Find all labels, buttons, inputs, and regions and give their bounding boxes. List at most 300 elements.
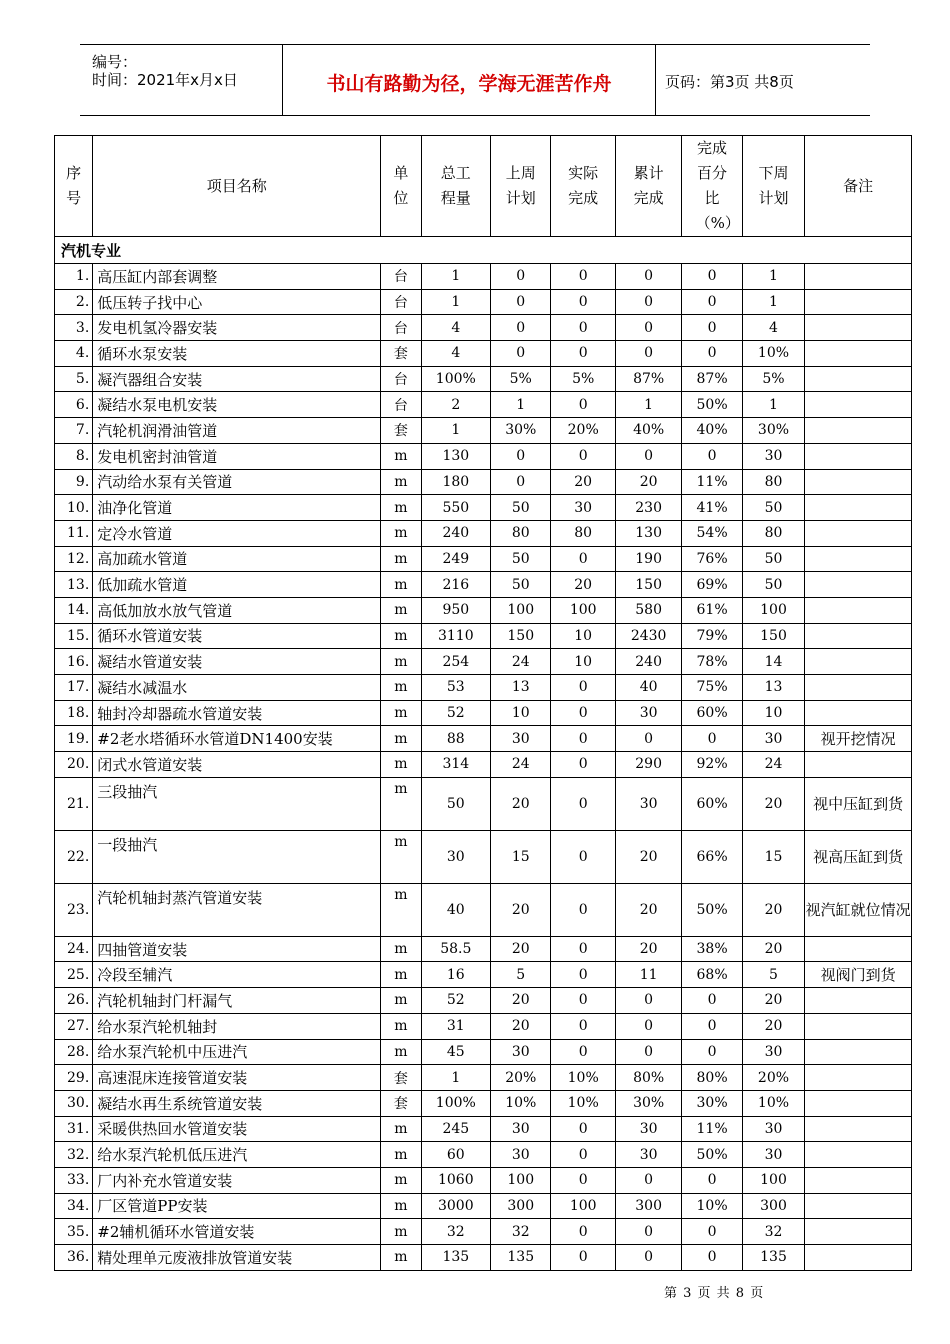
row-last-plan: 0 bbox=[491, 443, 551, 469]
header-time-label: 时间：2021年x月x日 bbox=[92, 71, 238, 89]
row-total: 16 bbox=[421, 962, 490, 988]
row-no: 34. bbox=[55, 1193, 93, 1219]
row-total: 50 bbox=[421, 777, 490, 830]
row-unit: m bbox=[381, 649, 421, 675]
row-no: 4. bbox=[55, 341, 93, 367]
row-last-plan: 20 bbox=[491, 988, 551, 1014]
row-no: 26. bbox=[55, 988, 93, 1014]
row-percent: 87% bbox=[682, 366, 742, 392]
row-note: 视中压缸到货 bbox=[805, 777, 912, 830]
row-name: 给水泵汽轮机中压进汽 bbox=[93, 1039, 381, 1065]
row-unit: m bbox=[381, 495, 421, 521]
row-name: 汽轮机轴封门杆漏气 bbox=[93, 988, 381, 1014]
row-last-plan: 30 bbox=[491, 1039, 551, 1065]
row-cumulative: 30 bbox=[615, 1116, 681, 1142]
row-next-plan: 300 bbox=[742, 1193, 804, 1219]
row-percent: 50% bbox=[682, 1142, 742, 1168]
row-next-plan: 30 bbox=[742, 1142, 804, 1168]
row-unit: m bbox=[381, 1193, 421, 1219]
row-no: 3. bbox=[55, 315, 93, 341]
row-note bbox=[805, 443, 912, 469]
row-actual: 0 bbox=[551, 726, 615, 752]
table-row bbox=[55, 315, 912, 341]
row-no: 14. bbox=[55, 597, 93, 623]
row-note bbox=[805, 1193, 912, 1219]
row-actual: 0 bbox=[551, 962, 615, 988]
row-no: 30. bbox=[55, 1090, 93, 1116]
table-row bbox=[55, 962, 912, 988]
row-percent: 0 bbox=[682, 1013, 742, 1039]
row-percent: 0 bbox=[682, 1219, 742, 1245]
row-name: 低加疏水管道 bbox=[93, 572, 381, 598]
row-last-plan: 50 bbox=[491, 572, 551, 598]
row-unit: m bbox=[381, 700, 421, 726]
row-unit: m bbox=[381, 1039, 421, 1065]
row-cumulative: 30 bbox=[615, 1142, 681, 1168]
row-actual: 0 bbox=[551, 936, 615, 962]
row-next-plan: 20 bbox=[742, 1013, 804, 1039]
row-cumulative: 0 bbox=[615, 988, 681, 1014]
row-actual: 80 bbox=[551, 520, 615, 546]
table-row bbox=[55, 520, 912, 546]
row-note bbox=[805, 675, 912, 701]
row-total: 180 bbox=[421, 469, 490, 495]
section-title: 汽机专业 bbox=[55, 237, 912, 264]
table-row bbox=[55, 988, 912, 1014]
row-last-plan: 80 bbox=[491, 520, 551, 546]
row-percent: 0 bbox=[682, 1167, 742, 1193]
row-no: 33. bbox=[55, 1167, 93, 1193]
row-last-plan: 0 bbox=[491, 264, 551, 290]
row-last-plan: 5 bbox=[491, 962, 551, 988]
row-no: 12. bbox=[55, 546, 93, 572]
row-cumulative: 11 bbox=[615, 962, 681, 988]
row-cumulative: 0 bbox=[615, 315, 681, 341]
row-total: 1 bbox=[421, 264, 490, 290]
row-total: 1 bbox=[421, 418, 490, 444]
row-last-plan: 32 bbox=[491, 1219, 551, 1245]
row-next-plan: 80 bbox=[742, 469, 804, 495]
row-actual: 0 bbox=[551, 546, 615, 572]
row-percent: 0 bbox=[682, 1039, 742, 1065]
row-note bbox=[805, 469, 912, 495]
row-total: 1 bbox=[421, 1065, 490, 1091]
row-next-plan: 150 bbox=[742, 623, 804, 649]
row-percent: 0 bbox=[682, 726, 742, 752]
row-note: 视开挖情况 bbox=[805, 726, 912, 752]
row-unit: m bbox=[381, 443, 421, 469]
row-total: 32 bbox=[421, 1219, 490, 1245]
row-name: 一段抽汽 bbox=[93, 830, 381, 883]
row-next-plan: 1 bbox=[742, 392, 804, 418]
row-name: 采暖供热回水管道安装 bbox=[93, 1116, 381, 1142]
table-row bbox=[55, 1219, 912, 1245]
row-unit: m bbox=[381, 883, 421, 936]
row-last-plan: 0 bbox=[491, 315, 551, 341]
row-name: 给水泵汽轮机轴封 bbox=[93, 1013, 381, 1039]
row-name: 发电机密封油管道 bbox=[93, 443, 381, 469]
row-no: 25. bbox=[55, 962, 93, 988]
row-note bbox=[805, 520, 912, 546]
row-unit: m bbox=[381, 936, 421, 962]
table-row bbox=[55, 726, 912, 752]
row-percent: 79% bbox=[682, 623, 742, 649]
row-unit: m bbox=[381, 1245, 421, 1271]
row-percent: 78% bbox=[682, 649, 742, 675]
table-row bbox=[55, 572, 912, 598]
row-next-plan: 50 bbox=[742, 546, 804, 572]
row-cumulative: 2430 bbox=[615, 623, 681, 649]
row-name: 冷段至辅汽 bbox=[93, 962, 381, 988]
row-total: 88 bbox=[421, 726, 490, 752]
table-row bbox=[55, 1167, 912, 1193]
table-row bbox=[55, 1142, 912, 1168]
col-header-no: 序号 bbox=[55, 136, 93, 237]
row-next-plan: 20 bbox=[742, 777, 804, 830]
row-note bbox=[805, 1167, 912, 1193]
row-cumulative: 0 bbox=[615, 289, 681, 315]
row-percent: 50% bbox=[682, 392, 742, 418]
row-next-plan: 50 bbox=[742, 572, 804, 598]
row-unit: 套 bbox=[381, 1065, 421, 1091]
row-percent: 0 bbox=[682, 988, 742, 1014]
table-row bbox=[55, 392, 912, 418]
row-unit: m bbox=[381, 572, 421, 598]
progress-table bbox=[54, 135, 912, 1271]
row-percent: 11% bbox=[682, 1116, 742, 1142]
table-row bbox=[55, 1013, 912, 1039]
row-no: 8. bbox=[55, 443, 93, 469]
row-no: 7. bbox=[55, 418, 93, 444]
row-cumulative: 130 bbox=[615, 520, 681, 546]
row-percent: 10% bbox=[682, 1193, 742, 1219]
row-last-plan: 135 bbox=[491, 1245, 551, 1271]
row-last-plan: 30 bbox=[491, 726, 551, 752]
row-no: 23. bbox=[55, 883, 93, 936]
row-no: 21. bbox=[55, 777, 93, 830]
row-percent: 0 bbox=[682, 1245, 742, 1271]
row-percent: 0 bbox=[682, 443, 742, 469]
row-actual: 0 bbox=[551, 830, 615, 883]
row-unit: m bbox=[381, 962, 421, 988]
row-total: 60 bbox=[421, 1142, 490, 1168]
row-note: 视阀门到货 bbox=[805, 962, 912, 988]
row-name: 凝汽器组合安装 bbox=[93, 366, 381, 392]
row-name: 低压转子找中心 bbox=[93, 289, 381, 315]
row-percent: 0 bbox=[682, 341, 742, 367]
table-row bbox=[55, 936, 912, 962]
row-percent: 40% bbox=[682, 418, 742, 444]
col-header-cumulative: 累计完成 bbox=[615, 136, 681, 237]
table-row bbox=[55, 830, 912, 883]
row-unit: 套 bbox=[381, 341, 421, 367]
row-unit: m bbox=[381, 1013, 421, 1039]
row-no: 22. bbox=[55, 830, 93, 883]
row-note bbox=[805, 700, 912, 726]
row-percent: 0 bbox=[682, 289, 742, 315]
table-row bbox=[55, 264, 912, 290]
row-last-plan: 50 bbox=[491, 495, 551, 521]
row-total: 2 bbox=[421, 392, 490, 418]
row-unit: m bbox=[381, 1219, 421, 1245]
row-name: 循环水泵安装 bbox=[93, 341, 381, 367]
row-percent: 80% bbox=[682, 1065, 742, 1091]
row-last-plan: 0 bbox=[491, 289, 551, 315]
row-actual: 0 bbox=[551, 777, 615, 830]
row-cumulative: 30% bbox=[615, 1090, 681, 1116]
row-total: 58.5 bbox=[421, 936, 490, 962]
row-next-plan: 10 bbox=[742, 700, 804, 726]
section-row bbox=[55, 237, 912, 264]
col-header-next-plan: 下周计划 bbox=[742, 136, 804, 237]
row-percent: 92% bbox=[682, 752, 742, 778]
row-cumulative: 240 bbox=[615, 649, 681, 675]
row-total: 40 bbox=[421, 883, 490, 936]
table-row bbox=[55, 1116, 912, 1142]
row-cumulative: 30 bbox=[615, 700, 681, 726]
row-next-plan: 20 bbox=[742, 883, 804, 936]
row-cumulative: 20 bbox=[615, 883, 681, 936]
row-no: 18. bbox=[55, 700, 93, 726]
row-actual: 0 bbox=[551, 1142, 615, 1168]
row-total: 52 bbox=[421, 988, 490, 1014]
row-note bbox=[805, 315, 912, 341]
row-note bbox=[805, 341, 912, 367]
row-total: 52 bbox=[421, 700, 490, 726]
row-actual: 0 bbox=[551, 289, 615, 315]
row-total: 249 bbox=[421, 546, 490, 572]
row-last-plan: 20 bbox=[491, 883, 551, 936]
row-note: 视高压缸到货 bbox=[805, 830, 912, 883]
row-actual: 0 bbox=[551, 675, 615, 701]
row-cumulative: 150 bbox=[615, 572, 681, 598]
row-actual: 10% bbox=[551, 1065, 615, 1091]
table-row bbox=[55, 1193, 912, 1219]
col-header-unit: 单位 bbox=[381, 136, 421, 237]
row-next-plan: 10% bbox=[742, 341, 804, 367]
row-name: 凝结水管道安装 bbox=[93, 649, 381, 675]
row-percent: 60% bbox=[682, 777, 742, 830]
row-actual: 0 bbox=[551, 883, 615, 936]
row-note bbox=[805, 418, 912, 444]
row-name: 轴封冷却器疏水管道安装 bbox=[93, 700, 381, 726]
row-percent: 75% bbox=[682, 675, 742, 701]
row-last-plan: 0 bbox=[491, 341, 551, 367]
col-header-last-plan: 上周计划 bbox=[491, 136, 551, 237]
table-row bbox=[55, 1065, 912, 1091]
table-row bbox=[55, 675, 912, 701]
row-name: 给水泵汽轮机低压进汽 bbox=[93, 1142, 381, 1168]
row-name: 四抽管道安装 bbox=[93, 936, 381, 962]
row-no: 31. bbox=[55, 1116, 93, 1142]
row-cumulative: 80% bbox=[615, 1065, 681, 1091]
row-percent: 76% bbox=[682, 546, 742, 572]
row-note bbox=[805, 988, 912, 1014]
row-note bbox=[805, 623, 912, 649]
row-last-plan: 20 bbox=[491, 1013, 551, 1039]
table-row bbox=[55, 495, 912, 521]
row-next-plan: 1 bbox=[742, 289, 804, 315]
row-note bbox=[805, 289, 912, 315]
row-actual: 0 bbox=[551, 700, 615, 726]
row-next-plan: 20 bbox=[742, 988, 804, 1014]
row-actual: 0 bbox=[551, 1116, 615, 1142]
row-note bbox=[805, 1219, 912, 1245]
row-unit: m bbox=[381, 520, 421, 546]
row-next-plan: 30 bbox=[742, 1039, 804, 1065]
row-no: 32. bbox=[55, 1142, 93, 1168]
row-total: 31 bbox=[421, 1013, 490, 1039]
row-next-plan: 50 bbox=[742, 495, 804, 521]
row-last-plan: 13 bbox=[491, 675, 551, 701]
row-last-plan: 1 bbox=[491, 392, 551, 418]
row-note bbox=[805, 366, 912, 392]
row-unit: m bbox=[381, 988, 421, 1014]
row-actual: 0 bbox=[551, 988, 615, 1014]
row-next-plan: 1 bbox=[742, 264, 804, 290]
row-next-plan: 14 bbox=[742, 649, 804, 675]
row-note bbox=[805, 936, 912, 962]
row-name: 凝结水泵电机安装 bbox=[93, 392, 381, 418]
row-unit: m bbox=[381, 546, 421, 572]
row-next-plan: 30 bbox=[742, 443, 804, 469]
row-actual: 100 bbox=[551, 597, 615, 623]
table-row bbox=[55, 1090, 912, 1116]
row-unit: m bbox=[381, 726, 421, 752]
document-header bbox=[80, 44, 870, 116]
row-percent: 69% bbox=[682, 572, 742, 598]
row-note bbox=[805, 752, 912, 778]
row-cumulative: 20 bbox=[615, 936, 681, 962]
row-no: 35. bbox=[55, 1219, 93, 1245]
row-note bbox=[805, 649, 912, 675]
row-name: 发电机氢冷器安装 bbox=[93, 315, 381, 341]
table-row bbox=[55, 700, 912, 726]
row-next-plan: 4 bbox=[742, 315, 804, 341]
row-percent: 50% bbox=[682, 883, 742, 936]
row-actual: 0 bbox=[551, 315, 615, 341]
row-last-plan: 0 bbox=[491, 469, 551, 495]
row-no: 24. bbox=[55, 936, 93, 962]
col-header-actual: 实际完成 bbox=[551, 136, 615, 237]
table-row bbox=[55, 366, 912, 392]
table-row bbox=[55, 623, 912, 649]
row-actual: 30 bbox=[551, 495, 615, 521]
row-no: 1. bbox=[55, 264, 93, 290]
row-last-plan: 100 bbox=[491, 1167, 551, 1193]
row-cumulative: 0 bbox=[615, 1245, 681, 1271]
row-actual: 0 bbox=[551, 752, 615, 778]
header-page-cell bbox=[655, 45, 870, 115]
row-cumulative: 87% bbox=[615, 366, 681, 392]
row-percent: 0 bbox=[682, 264, 742, 290]
row-actual: 0 bbox=[551, 1013, 615, 1039]
row-name: 汽轮机润滑油管道 bbox=[93, 418, 381, 444]
row-next-plan: 135 bbox=[742, 1245, 804, 1271]
row-total: 4 bbox=[421, 315, 490, 341]
row-note: 视汽缸就位情况 bbox=[805, 883, 912, 936]
row-cumulative: 0 bbox=[615, 726, 681, 752]
row-unit: 台 bbox=[381, 315, 421, 341]
row-cumulative: 20 bbox=[615, 469, 681, 495]
col-header-percent: 完成百分比（%） bbox=[682, 136, 742, 237]
row-next-plan: 30 bbox=[742, 1116, 804, 1142]
row-no: 19. bbox=[55, 726, 93, 752]
table-header-row bbox=[55, 136, 912, 237]
row-next-plan: 30% bbox=[742, 418, 804, 444]
row-note bbox=[805, 1039, 912, 1065]
row-total: 216 bbox=[421, 572, 490, 598]
row-last-plan: 20 bbox=[491, 777, 551, 830]
row-total: 3110 bbox=[421, 623, 490, 649]
row-total: 45 bbox=[421, 1039, 490, 1065]
row-unit: m bbox=[381, 777, 421, 830]
row-name: #2老水塔循环水管道DN1400安装 bbox=[93, 726, 381, 752]
row-no: 9. bbox=[55, 469, 93, 495]
row-next-plan: 24 bbox=[742, 752, 804, 778]
row-total: 1060 bbox=[421, 1167, 490, 1193]
row-percent: 11% bbox=[682, 469, 742, 495]
row-no: 29. bbox=[55, 1065, 93, 1091]
row-no: 6. bbox=[55, 392, 93, 418]
row-last-plan: 30 bbox=[491, 1142, 551, 1168]
row-note bbox=[805, 1065, 912, 1091]
row-next-plan: 15 bbox=[742, 830, 804, 883]
row-unit: 台 bbox=[381, 264, 421, 290]
row-unit: 台 bbox=[381, 392, 421, 418]
row-name: 闭式水管道安装 bbox=[93, 752, 381, 778]
header-page-info: 页码：第3页 共8页 bbox=[665, 73, 794, 91]
row-actual: 20 bbox=[551, 572, 615, 598]
row-no: 15. bbox=[55, 623, 93, 649]
row-total: 135 bbox=[421, 1245, 490, 1271]
row-unit: 套 bbox=[381, 1090, 421, 1116]
header-number-label: 编号： bbox=[92, 53, 138, 71]
row-unit: m bbox=[381, 597, 421, 623]
row-actual: 0 bbox=[551, 1167, 615, 1193]
row-total: 550 bbox=[421, 495, 490, 521]
row-actual: 0 bbox=[551, 264, 615, 290]
row-name: 厂区管道PP安装 bbox=[93, 1193, 381, 1219]
col-header-note: 备注 bbox=[805, 136, 912, 237]
row-name: 定冷水管道 bbox=[93, 520, 381, 546]
row-name: #2辅机循环水管道安装 bbox=[93, 1219, 381, 1245]
row-total: 245 bbox=[421, 1116, 490, 1142]
row-cumulative: 0 bbox=[615, 1167, 681, 1193]
row-cumulative: 20 bbox=[615, 830, 681, 883]
row-total: 3000 bbox=[421, 1193, 490, 1219]
row-cumulative: 40 bbox=[615, 675, 681, 701]
row-cumulative: 0 bbox=[615, 1219, 681, 1245]
row-next-plan: 5 bbox=[742, 962, 804, 988]
row-note bbox=[805, 572, 912, 598]
row-name: 汽轮机轴封蒸汽管道安装 bbox=[93, 883, 381, 936]
row-name: 高低加放水放气管道 bbox=[93, 597, 381, 623]
row-note bbox=[805, 1013, 912, 1039]
col-header-total: 总工程量 bbox=[421, 136, 490, 237]
row-name: 精处理单元废液排放管道安装 bbox=[93, 1245, 381, 1271]
row-cumulative: 30 bbox=[615, 777, 681, 830]
table-row bbox=[55, 883, 912, 936]
row-next-plan: 30 bbox=[742, 726, 804, 752]
row-cumulative: 230 bbox=[615, 495, 681, 521]
row-percent: 41% bbox=[682, 495, 742, 521]
page-footer: 第 3 页 共 8 页 bbox=[664, 1286, 765, 1301]
row-last-plan: 24 bbox=[491, 752, 551, 778]
row-last-plan: 10% bbox=[491, 1090, 551, 1116]
row-note bbox=[805, 1245, 912, 1271]
row-no: 11. bbox=[55, 520, 93, 546]
